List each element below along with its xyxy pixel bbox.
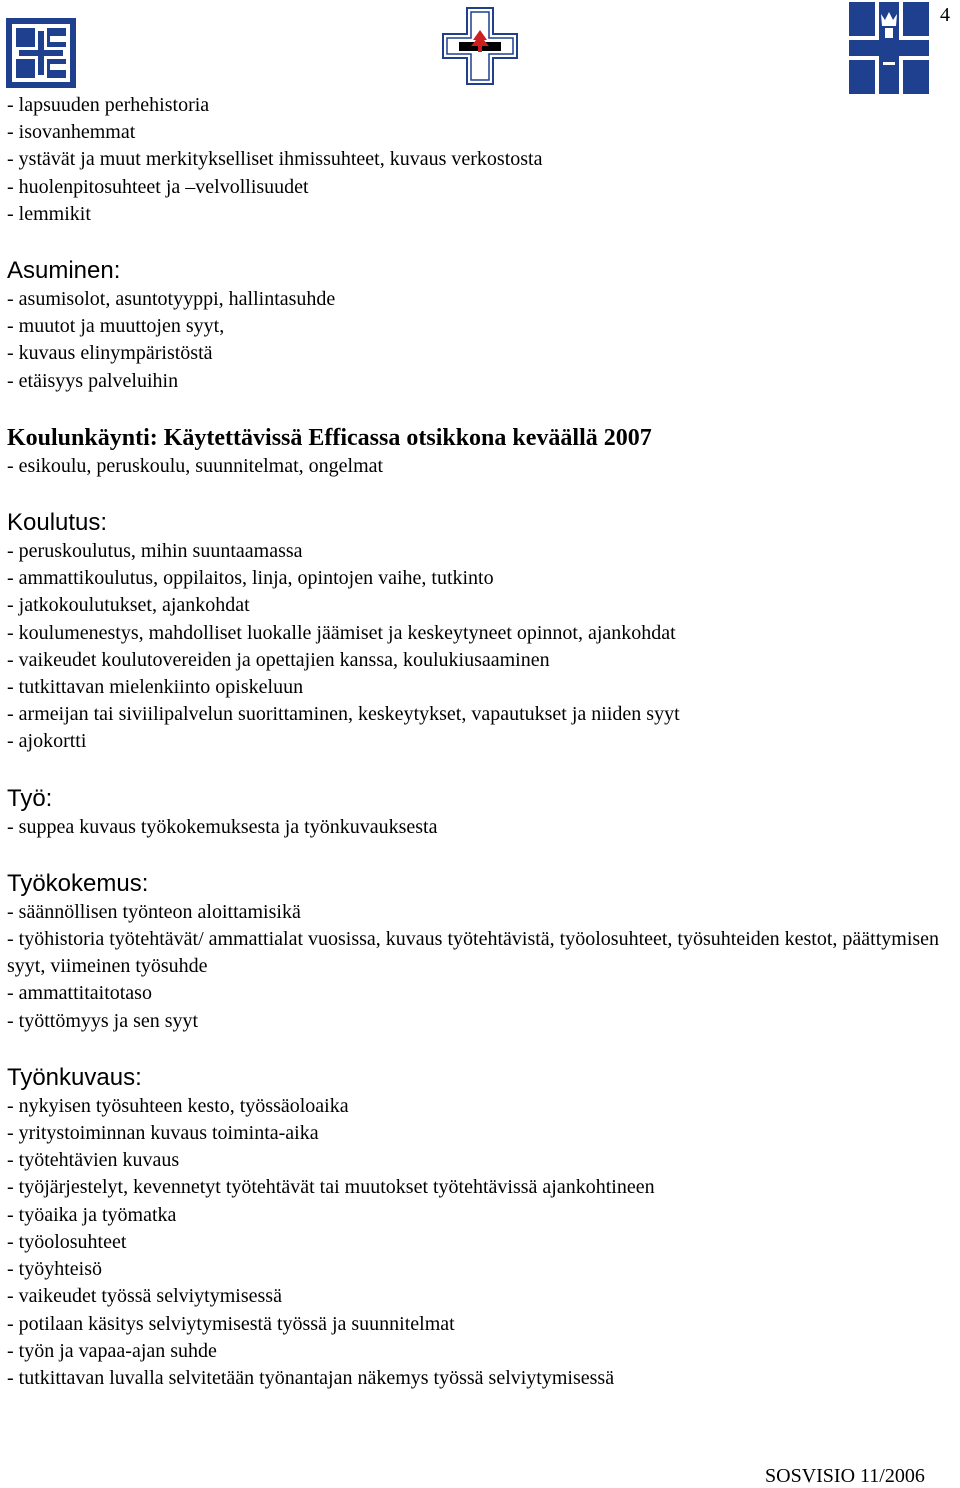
finnish-cross-emblem-icon <box>6 18 76 88</box>
section-heading: Koulunkäynti: Käytettävissä Efficassa otsikkona keväällä 2007 <box>7 424 652 451</box>
section-tyo <box>7 784 952 841</box>
section-family <box>7 92 952 228</box>
list-item: - kuvaus elinympäristöstä <box>7 342 213 365</box>
list-item: - ammattikoulutus, oppilaitos, linja, opintojen vaihe, tutkinto <box>7 567 494 590</box>
list-item: - peruskoulutus, mihin suuntaamassa <box>7 540 303 563</box>
list-item: - ajokortti <box>7 730 87 753</box>
list-item: - yritystoiminnan kuvaus toiminta-aika <box>7 1122 319 1145</box>
list-item: - työn ja vapaa-ajan suhde <box>7 1339 217 1362</box>
list-item: - isovanhemmat <box>7 121 136 144</box>
list-item: - potilaan käsitys selviytymisestä työssä ja suunnitelmat <box>7 1312 455 1335</box>
list-item: - työaika ja työmatka <box>7 1203 177 1226</box>
section-heading: Työkokemus: <box>7 869 149 897</box>
section-heading: Työ: <box>7 784 53 812</box>
list-item: - tutkittavan mielenkiinto opiskeluun <box>7 676 304 699</box>
list-item: - työttömyys ja sen syyt <box>7 1009 199 1032</box>
list-item: - huolenpitosuhteet ja –velvollisuudet <box>7 175 309 198</box>
list-item: - etäisyys palveluihin <box>7 369 179 392</box>
cross-with-crown-emblem-icon <box>849 2 929 94</box>
list-item: - koulumenestys, mahdolliset luokalle jäämiset ja keskeytyneet opinnot, ajankohdat <box>7 621 676 644</box>
section-asuminen <box>7 256 952 395</box>
list-item: - työyhteisö <box>7 1258 102 1281</box>
list-item: - asumisolot, asuntotyyppi, hallintasuhde <box>7 288 336 311</box>
section-koulutus <box>7 508 952 756</box>
list-item: - työtehtävien kuvaus <box>7 1149 180 1172</box>
cross-with-figure-emblem-icon <box>441 6 519 86</box>
document-body <box>7 92 952 1392</box>
list-item: - nykyisen työsuhteen kesto, työssäoloaika <box>7 1094 349 1117</box>
list-item: - muutot ja muuttojen syyt, <box>7 315 225 338</box>
list-item: - armeijan tai siviilipalvelun suorittaminen, keskeytykset, vapautukset ja niiden syyt <box>7 703 680 726</box>
list-item: - vaikeudet koulutovereiden ja opettajien kanssa, koulukiusaaminen <box>7 648 550 671</box>
list-item: - ystävät ja muut merkitykselliset ihmissuhteet, kuvaus verkostosta <box>7 148 543 171</box>
list-item: - jatkokoulutukset, ajankohdat <box>7 594 250 617</box>
list-item: - vaikeudet työssä selviytymisessä <box>7 1285 282 1308</box>
section-heading: Koulutus: <box>7 509 108 537</box>
section-koulunkaynti <box>7 423 952 480</box>
list-item: - säännöllisen työnteon aloittamisikä <box>7 900 301 923</box>
section-tyokokemus <box>7 869 952 1035</box>
list-item: - tutkittavan luvalla selvitetään työnantajan näkemys työssä selviytymisessä <box>7 1366 615 1389</box>
list-item: - työjärjestelyt, kevennetyt työtehtävät tai muutokset työtehtävissä ajankohtineen <box>7 1176 655 1199</box>
list-item: - lapsuuden perhehistoria <box>7 94 210 116</box>
list-item: - työhistoria työtehtävät/ ammattialat vuosissa, kuvaus työtehtävistä, työolosuhteet, työsuhteiden kestot, päättymisen syyt, viimeinen työsuhde <box>7 928 940 978</box>
section-heading: Asuminen: <box>7 257 121 285</box>
section-heading: Työnkuvaus: <box>7 1063 142 1091</box>
list-item: - työolosuhteet <box>7 1230 127 1253</box>
footer-text: SOSVISIO 11/2006 <box>765 1465 925 1487</box>
list-item: - esikoulu, peruskoulu, suunnitelmat, ongelmat <box>7 454 384 477</box>
section-tyonkuvaus <box>7 1063 952 1392</box>
page-number: 4 <box>940 4 950 26</box>
list-item: - lemmikit <box>7 202 91 225</box>
list-item: - ammattitaitotaso <box>7 982 152 1005</box>
list-item: - suppea kuvaus työkokemuksesta ja työnkuvauksesta <box>7 815 438 838</box>
